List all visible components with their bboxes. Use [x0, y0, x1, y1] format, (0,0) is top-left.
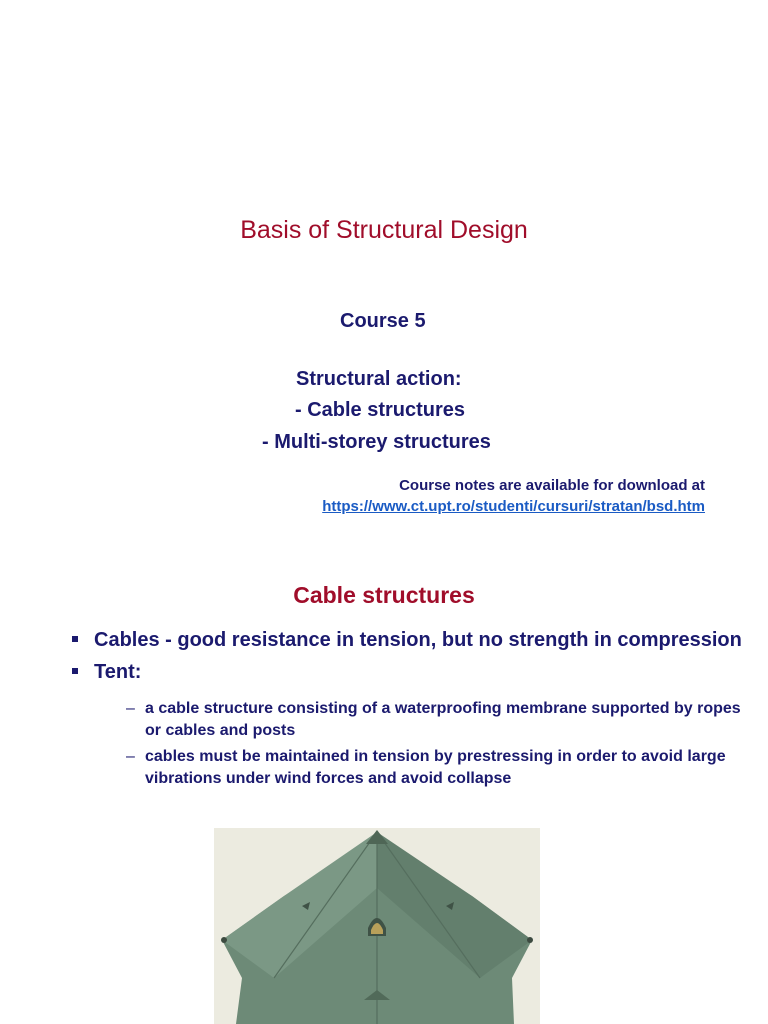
- bullet-item: [72, 627, 752, 654]
- bullet-item: [72, 659, 752, 790]
- bullet-text: Cables - good resistance in tension, but no strength in compression: [94, 629, 742, 651]
- section-title: Cable structures: [293, 582, 475, 608]
- sub-bullet-text: a cable structure consisting of a waterproofing membrane supported by ropes or cables and posts: [145, 700, 741, 739]
- sub-bullet-list: [94, 698, 752, 790]
- bullet-list: [72, 627, 752, 790]
- sub-bullet-item: [126, 746, 752, 790]
- bullet-text: Tent:: [94, 661, 142, 683]
- guy-point: [527, 937, 533, 943]
- square-bullet-icon: [72, 636, 78, 642]
- square-bullet-icon: [72, 668, 78, 674]
- dash-bullet-icon: –: [126, 700, 135, 717]
- guy-point: [221, 937, 227, 943]
- tent-photo: [214, 828, 540, 1024]
- course-notes-text: Course notes are available for download at: [399, 477, 705, 494]
- sub-bullet-item: [126, 698, 752, 742]
- topic-line: - Multi-storey structures: [262, 431, 491, 453]
- course-label: Course 5: [340, 310, 426, 332]
- tent-illustration: [214, 828, 540, 1024]
- course-notes-link[interactable]: https://www.ct.upt.ro/studenti/cursuri/stratan/bsd.htm: [322, 498, 705, 515]
- sub-bullet-text: cables must be maintained in tension by prestressing in order to avoid large vibrations under wind forces and avoid collapse: [145, 748, 726, 787]
- course-notes: [322, 475, 705, 517]
- page-title: Basis of Structural Design: [240, 216, 528, 244]
- topic-line: - Cable structures: [295, 399, 466, 421]
- dash-bullet-icon: –: [126, 748, 135, 765]
- topic-line: Structural action:: [296, 368, 462, 390]
